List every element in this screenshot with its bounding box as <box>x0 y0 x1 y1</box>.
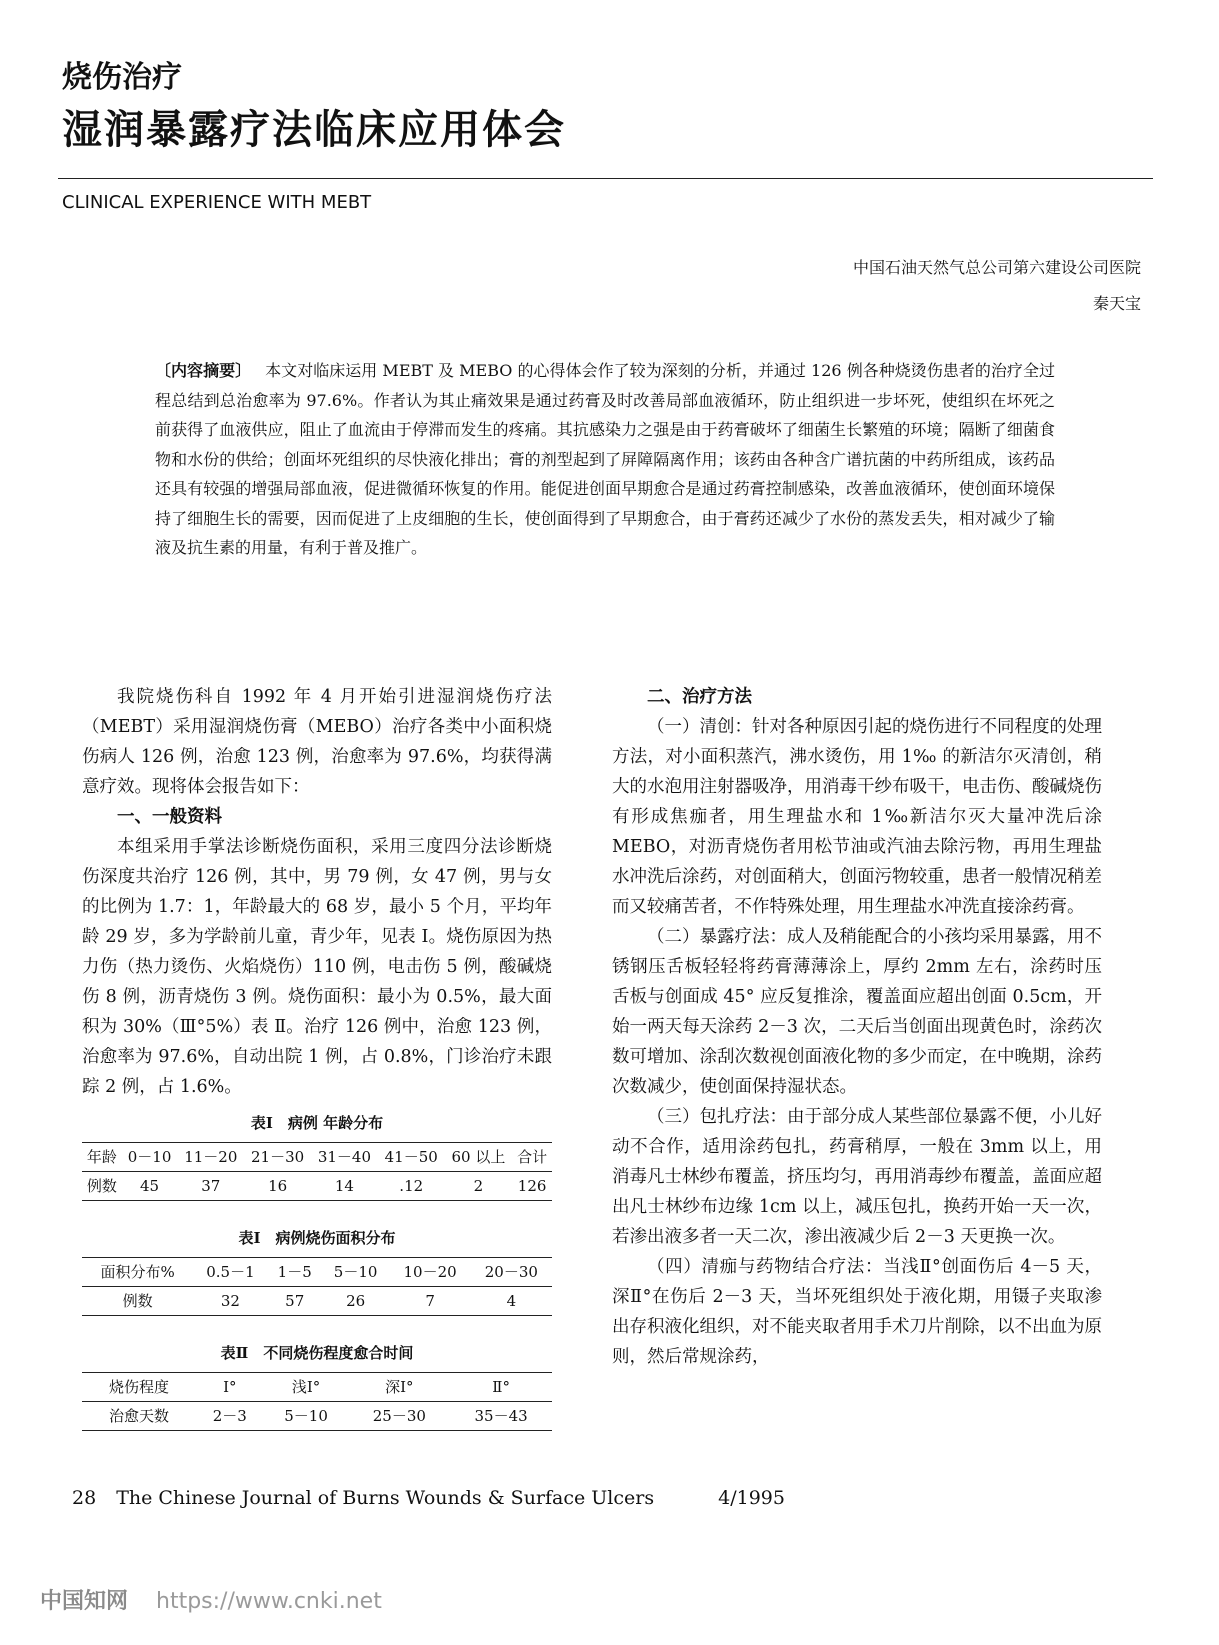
table-header-cell: 11－20 <box>177 1143 244 1172</box>
table-cell: 2 <box>445 1172 513 1201</box>
method-exposure: （二）暴露疗法：成人及稍能配合的小孩均采用暴露，用不锈钢压舌板轻轻将药膏薄薄涂上，厚约 2mm 左右，涂药时压舌板与创面成 45° 应反复推涂，覆盖面应超出创面 0.5cm，开始一两天每天涂药 2－3 次，二天后当创面出现黄色时，涂药次数可增加、涂刮次数视创面液化物的多少而定，在中晚期，涂药次数减少，使创面保持湿状态。 <box>612 927 1102 1097</box>
watermark <box>40 1584 382 1615</box>
table-cell: .12 <box>378 1172 445 1201</box>
section1-heading: 一、一般资料 <box>117 807 222 827</box>
table-header-cell: 21－30 <box>244 1143 311 1172</box>
intro-paragraph: 我院烧伤科自 1992 年 4 月开始引进湿润烧伤疗法（MEBT）采用湿润烧伤膏（MEBO）治疗各类中小面积烧伤病人 126 例，治愈 123 例，治愈率为 97.6%，均获得满意疗效。现将体会报告如下： <box>82 687 552 797</box>
table3-caption: 表Ⅱ 不同烧伤程度愈合时间 <box>220 1344 414 1362</box>
table-header-cell: 0－10 <box>122 1143 178 1172</box>
section-tag: 烧伤治疗 <box>62 60 182 95</box>
journal-name: The Chinese Journal of Burns Wounds & Surface Ulcers <box>116 1487 655 1509</box>
table-cell: 4 <box>471 1287 552 1316</box>
table-header-row <box>82 1373 552 1402</box>
right-column <box>612 682 1102 1372</box>
table-healing-time <box>82 1372 552 1431</box>
table-header-cell: 0.5－1 <box>193 1258 267 1287</box>
table-cell: 126 <box>512 1172 552 1201</box>
table-cell: 2－3 <box>196 1402 264 1431</box>
table-header-row <box>82 1258 552 1287</box>
page-footer <box>72 1487 785 1509</box>
left-column <box>82 682 552 1453</box>
table-cell: 45 <box>122 1172 178 1201</box>
table-header-cell: 10－20 <box>389 1258 470 1287</box>
table-cell: 7 <box>389 1287 470 1316</box>
table-age-distribution <box>82 1142 552 1201</box>
table-header-cell: 年龄 <box>82 1143 122 1172</box>
table-header-cell: 深Ⅰ° <box>348 1373 450 1402</box>
abstract-label: 〔内容摘要〕 <box>155 361 252 380</box>
table-header-cell: 41－50 <box>378 1143 445 1172</box>
watermark-url[interactable]: https://www.cnki.net <box>156 1589 382 1614</box>
author-affiliation: 中国石油天然气总公司第六建设公司医院 <box>852 258 1141 277</box>
article-title: 湿润暴露疗法临床应用体会 <box>62 107 566 153</box>
table-area-distribution <box>82 1257 552 1316</box>
table-header-cell: 1－5 <box>268 1258 322 1287</box>
table-row <box>82 1402 552 1431</box>
title-divider <box>58 178 1153 179</box>
method-debridement: （一）清创：针对各种原因引起的烧伤进行不同程度的处理方法，对小面积蒸汽，沸水烫伤，用 1‰ 的新洁尔灭清创，稍大的水泡用注射器吸净，用消毒干纱布吸干，电击伤、酸碱烧伤有形成焦痂者，用生理盐水和 1‰新洁尔灭大量冲洗后涂 MEBO，对沥青烧伤者用松节油或汽油去除污物，再用生理盐水冲洗后涂药，对创面稍大，创面污物较重，患者一般情况稍差而又较痛苦者，不作特殊处理，用生理盐水冲洗直接涂药膏。 <box>612 717 1102 917</box>
table2-caption: 表Ⅰ 病例烧伤面积分布 <box>238 1229 396 1247</box>
table-cell: 16 <box>244 1172 311 1201</box>
journal-issue: 4/1995 <box>718 1487 785 1509</box>
method-eschar-removal: （四）清痂与药物结合疗法：当浅Ⅱ°创面伤后 4－5 天，深Ⅱ°在伤后 2－3 天，当坏死组织处于液化期，用镊子夹取渗出存积液化组织，对不能夹取者用手术刀片削除，以不出血为原则，然后常规涂药， <box>612 1257 1102 1367</box>
table-cell: 26 <box>322 1287 390 1316</box>
table-header-cell: 浅Ⅰ° <box>264 1373 349 1402</box>
table-cell: 37 <box>177 1172 244 1201</box>
section1-paragraph: 本组采用手掌法诊断烧伤面积，采用三度四分法诊断烧伤深度共治疗 126 例，其中，男 79 例，女 47 例，男与女的比例为 1.7：1，年龄最大的 68 岁，最小 5 个月，平均年龄 29 岁，多为学龄前儿童，青少年，见表 Ⅰ。烧伤原因为热力伤（热力烫伤、火焰烧伤）110 例，电击伤 5 例，酸碱烧伤 8 例，沥青烧伤 3 例。烧伤面积：最小为 0.5%，最大面积为 30%（Ⅲ°5%）表 Ⅱ。治疗 126 例中，治愈 123 例，治愈率为 97.6%，自动出院 1 例，占 0.8%，门诊治疗未跟踪 2 例，占 1.6%。 <box>82 837 552 1097</box>
page-number: 28 <box>72 1487 97 1509</box>
author-name: 秦天宝 <box>1092 294 1141 313</box>
abstract-text: 本文对临床运用 MEBT 及 MEBO 的心得体会作了较为深刻的分析，并通过 126 例各种烧烫伤患者的治疗全过程总结到总治愈率为 97.6%。作者认为其止痛效果是通过药膏及时改善局部血液循环，防止组织进一步坏死，使组织在坏死之前获得了血液供应，阻止了血流由于停滞而发生的疼痛。其抗感染力之强是由于药膏破坏了细菌生长繁殖的环境；隔断了细菌食物和水份的供给；创面坏死组织的尽快液化排出；膏的剂型起到了屏障隔离作用；该药由各种含广谱抗菌的中药所组成，该药品还具有较强的增强局部血液，促进微循环恢复的作用。能促进创面早期愈合是通过药膏控制感染，改善血液循环，使创面环境保持了细胞生长的需要，因而促进了上皮细胞的生长，使创面得到了早期愈合，由于膏药还减少了水份的蒸发丢失，相对减少了输液及抗生素的用量，有利于普及推广。 <box>155 361 1055 557</box>
table-header-cell: 5－10 <box>322 1258 390 1287</box>
table-header-row <box>82 1143 552 1172</box>
table-cell: 5－10 <box>264 1402 349 1431</box>
table-cell: 例数 <box>82 1287 193 1316</box>
table-header-cell: Ⅰ° <box>196 1373 264 1402</box>
table-cell: 57 <box>268 1287 322 1316</box>
table-header-cell: 面积分布% <box>82 1258 193 1287</box>
table-cell: 治愈天数 <box>82 1402 196 1431</box>
table-header-cell: Ⅱ° <box>450 1373 552 1402</box>
english-title: CLINICAL EXPERIENCE WITH MEBT <box>62 192 372 213</box>
table-cell: 32 <box>193 1287 267 1316</box>
table-cell: 例数 <box>82 1172 122 1201</box>
section2-heading: 二、治疗方法 <box>647 687 752 707</box>
table-cell: 25－30 <box>348 1402 450 1431</box>
table-header-cell: 20－30 <box>471 1258 552 1287</box>
cnki-logo: 中国知网 <box>40 1589 129 1614</box>
table-header-cell: 31－40 <box>311 1143 378 1172</box>
abstract <box>155 356 1055 563</box>
table-header-cell: 60 以上 <box>445 1143 513 1172</box>
table-row <box>82 1287 552 1316</box>
table-cell: 14 <box>311 1172 378 1201</box>
table-header-cell: 合计 <box>512 1143 552 1172</box>
table1-caption: 表Ⅰ 病例 年龄分布 <box>250 1114 384 1132</box>
table-header-cell: 烧伤程度 <box>82 1373 196 1402</box>
method-bandage: （三）包扎疗法：由于部分成人某些部位暴露不便，小儿好动不合作，适用涂药包扎，药膏稍厚，一般在 3mm 以上，用消毒凡士林纱布覆盖，挤压均匀，再用消毒纱布覆盖，盖面应超出凡士林纱布边缘 1cm 以上，减压包扎，换药开始一天一次，若渗出液多者一天二次，渗出液减少后 2－3 天更换一次。 <box>612 1107 1102 1247</box>
table-row <box>82 1172 552 1201</box>
table-cell: 35－43 <box>450 1402 552 1431</box>
